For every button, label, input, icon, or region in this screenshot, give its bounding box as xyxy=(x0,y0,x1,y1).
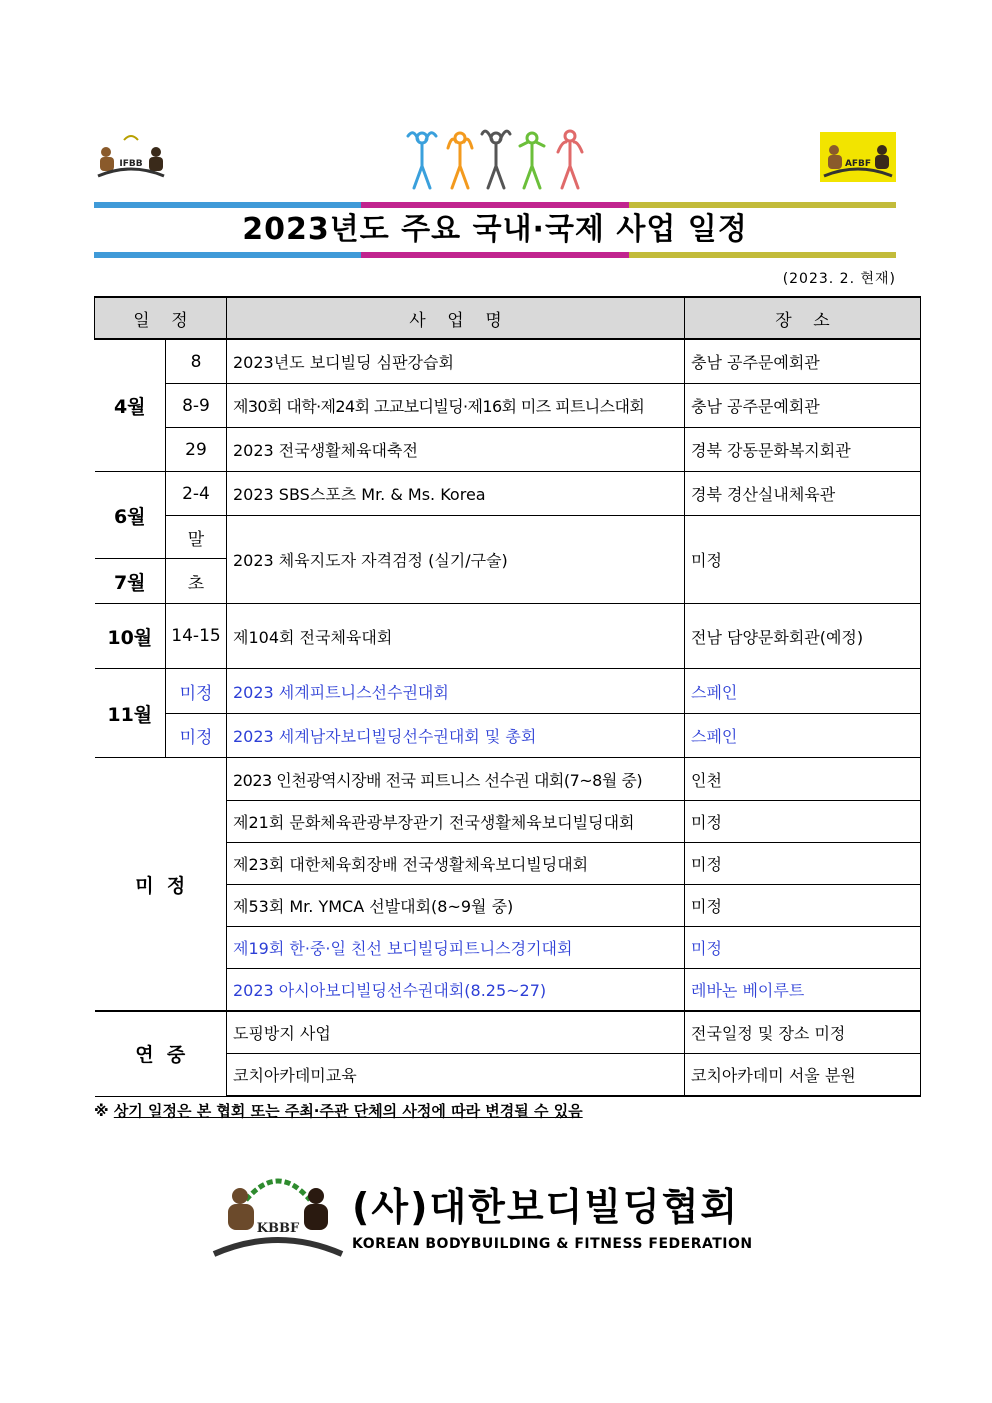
ifbb-logo xyxy=(94,132,168,182)
day-cell: 미정 xyxy=(166,669,227,714)
title-bottom-bar xyxy=(94,252,896,258)
day-cell: 14-15 xyxy=(166,604,227,669)
event-cell: 제19회 한·중·일 친선 보디빌딩피트니스경기대회 xyxy=(227,927,685,969)
venue-cell: 경북 경산실내체육관 xyxy=(685,472,921,516)
venue-cell: 스페인 xyxy=(685,714,921,758)
table-header-row xyxy=(95,297,921,339)
day-cell: 초 xyxy=(166,559,227,604)
table-row xyxy=(95,428,921,472)
event-cell: 제53회 Mr. YMCA 선발대회(8~9월 중) xyxy=(227,885,685,927)
event-cell: 2023 세계남자보디빌딩선수권대회 및 총회 xyxy=(227,714,685,758)
venue-cell: 충남 공주문예회관 xyxy=(685,384,921,428)
event-cell: 제21회 문화체육관광부장관기 전국생활체육보디빌딩대회 xyxy=(227,801,685,843)
venue-cell: 미정 xyxy=(685,516,921,604)
day-cell: 8 xyxy=(166,339,227,384)
table-row xyxy=(95,669,921,714)
day-cell: 말 xyxy=(166,516,227,559)
table-row xyxy=(95,384,921,428)
venue-cell: 충남 공주문예회관 xyxy=(685,339,921,384)
day-cell: 8-9 xyxy=(166,384,227,428)
footnote xyxy=(94,1100,583,1121)
event-cell: 2023 인천광역시장배 전국 피트니스 선수권 대회(7~8월 중) xyxy=(227,758,685,801)
day-cell: 2-4 xyxy=(166,472,227,516)
month-label: 6월 xyxy=(95,472,166,559)
day-cell: 29 xyxy=(166,428,227,472)
header-event: 사 업 명 xyxy=(227,297,685,339)
venue-cell: 미정 xyxy=(685,801,921,843)
afbf-logo-text: AFBF xyxy=(844,159,872,169)
event-cell: 제104회 전국체육대회 xyxy=(227,604,685,669)
tbd-label: 미 정 xyxy=(95,758,227,1012)
table-row xyxy=(95,714,921,758)
venue-cell: 스페인 xyxy=(685,669,921,714)
table-row xyxy=(95,516,921,559)
afbf-logo xyxy=(820,132,896,182)
bodybuilder-figures-graphic xyxy=(400,124,592,192)
event-cell: 제30회 대학·제24회 고교보디빌딩·제16회 미즈 피트니스대회 xyxy=(227,384,685,428)
month-label: 11월 xyxy=(95,669,166,758)
venue-cell: 전남 담양문화회관(예정) xyxy=(685,604,921,669)
venue-cell: 레바논 베이루트 xyxy=(685,969,921,1012)
event-cell: 2023 아시아보디빌딩선수권대회(8.25~27) xyxy=(227,969,685,1012)
header-venue: 장 소 xyxy=(685,297,921,339)
header-schedule: 일 정 xyxy=(95,297,227,339)
venue-cell: 미정 xyxy=(685,885,921,927)
table-row xyxy=(95,604,921,669)
venue-cell: 전국일정 및 장소 미정 xyxy=(685,1011,921,1054)
table-row xyxy=(95,339,921,384)
event-cell: 2023 체육지도자 자격검정 (실기/구술) xyxy=(227,516,685,604)
venue-cell: 경북 강동문화복지회관 xyxy=(685,428,921,472)
footnote-text: 상기 일정은 본 협회 또는 주최·주관 단체의 사정에 따라 변경될 수 있음 xyxy=(113,1102,583,1120)
table-row xyxy=(95,1011,921,1054)
table-row xyxy=(95,472,921,516)
event-cell: 2023 세계피트니스선수권대회 xyxy=(227,669,685,714)
table-row xyxy=(95,758,921,801)
month-label: 7월 xyxy=(95,559,166,604)
event-cell: 제23회 대한체육회장배 전국생활체육보디빌딩대회 xyxy=(227,843,685,885)
federation-name-korean: (사)대한보디빌딩협회 xyxy=(352,1185,740,1229)
venue-cell: 인천 xyxy=(685,758,921,801)
kbbf-emblem-text: KBBF xyxy=(256,1221,300,1236)
event-cell: 도핑방지 사업 xyxy=(227,1011,685,1054)
as-of-date: (2023. 2. 현재) xyxy=(782,271,896,287)
event-cell: 2023 SBS스포츠 Mr. & Ms. Korea xyxy=(227,472,685,516)
year-round-label: 연 중 xyxy=(95,1011,227,1096)
event-cell: 2023 전국생활체육대축전 xyxy=(227,428,685,472)
footnote-mark: ※ xyxy=(94,1102,114,1120)
month-label: 4월 xyxy=(95,339,166,472)
page-title: 2023년도 주요 국내·국제 사업 일정 xyxy=(242,212,748,247)
venue-cell: 미정 xyxy=(685,927,921,969)
venue-cell: 코치아카데미 서울 분원 xyxy=(685,1054,921,1097)
schedule-table xyxy=(94,296,921,1097)
federation-name-english: KOREAN BODYBUILDING & FITNESS FEDERATION xyxy=(352,1236,753,1252)
event-cell: 2023년도 보디빌딩 심판강습회 xyxy=(227,339,685,384)
venue-cell: 미정 xyxy=(685,843,921,885)
event-cell: 코치아카데미교육 xyxy=(227,1054,685,1097)
month-label: 10월 xyxy=(95,604,166,669)
ifbb-logo-text: IFBB xyxy=(119,159,143,169)
day-cell: 미정 xyxy=(166,714,227,758)
kbbf-emblem xyxy=(210,1166,346,1262)
